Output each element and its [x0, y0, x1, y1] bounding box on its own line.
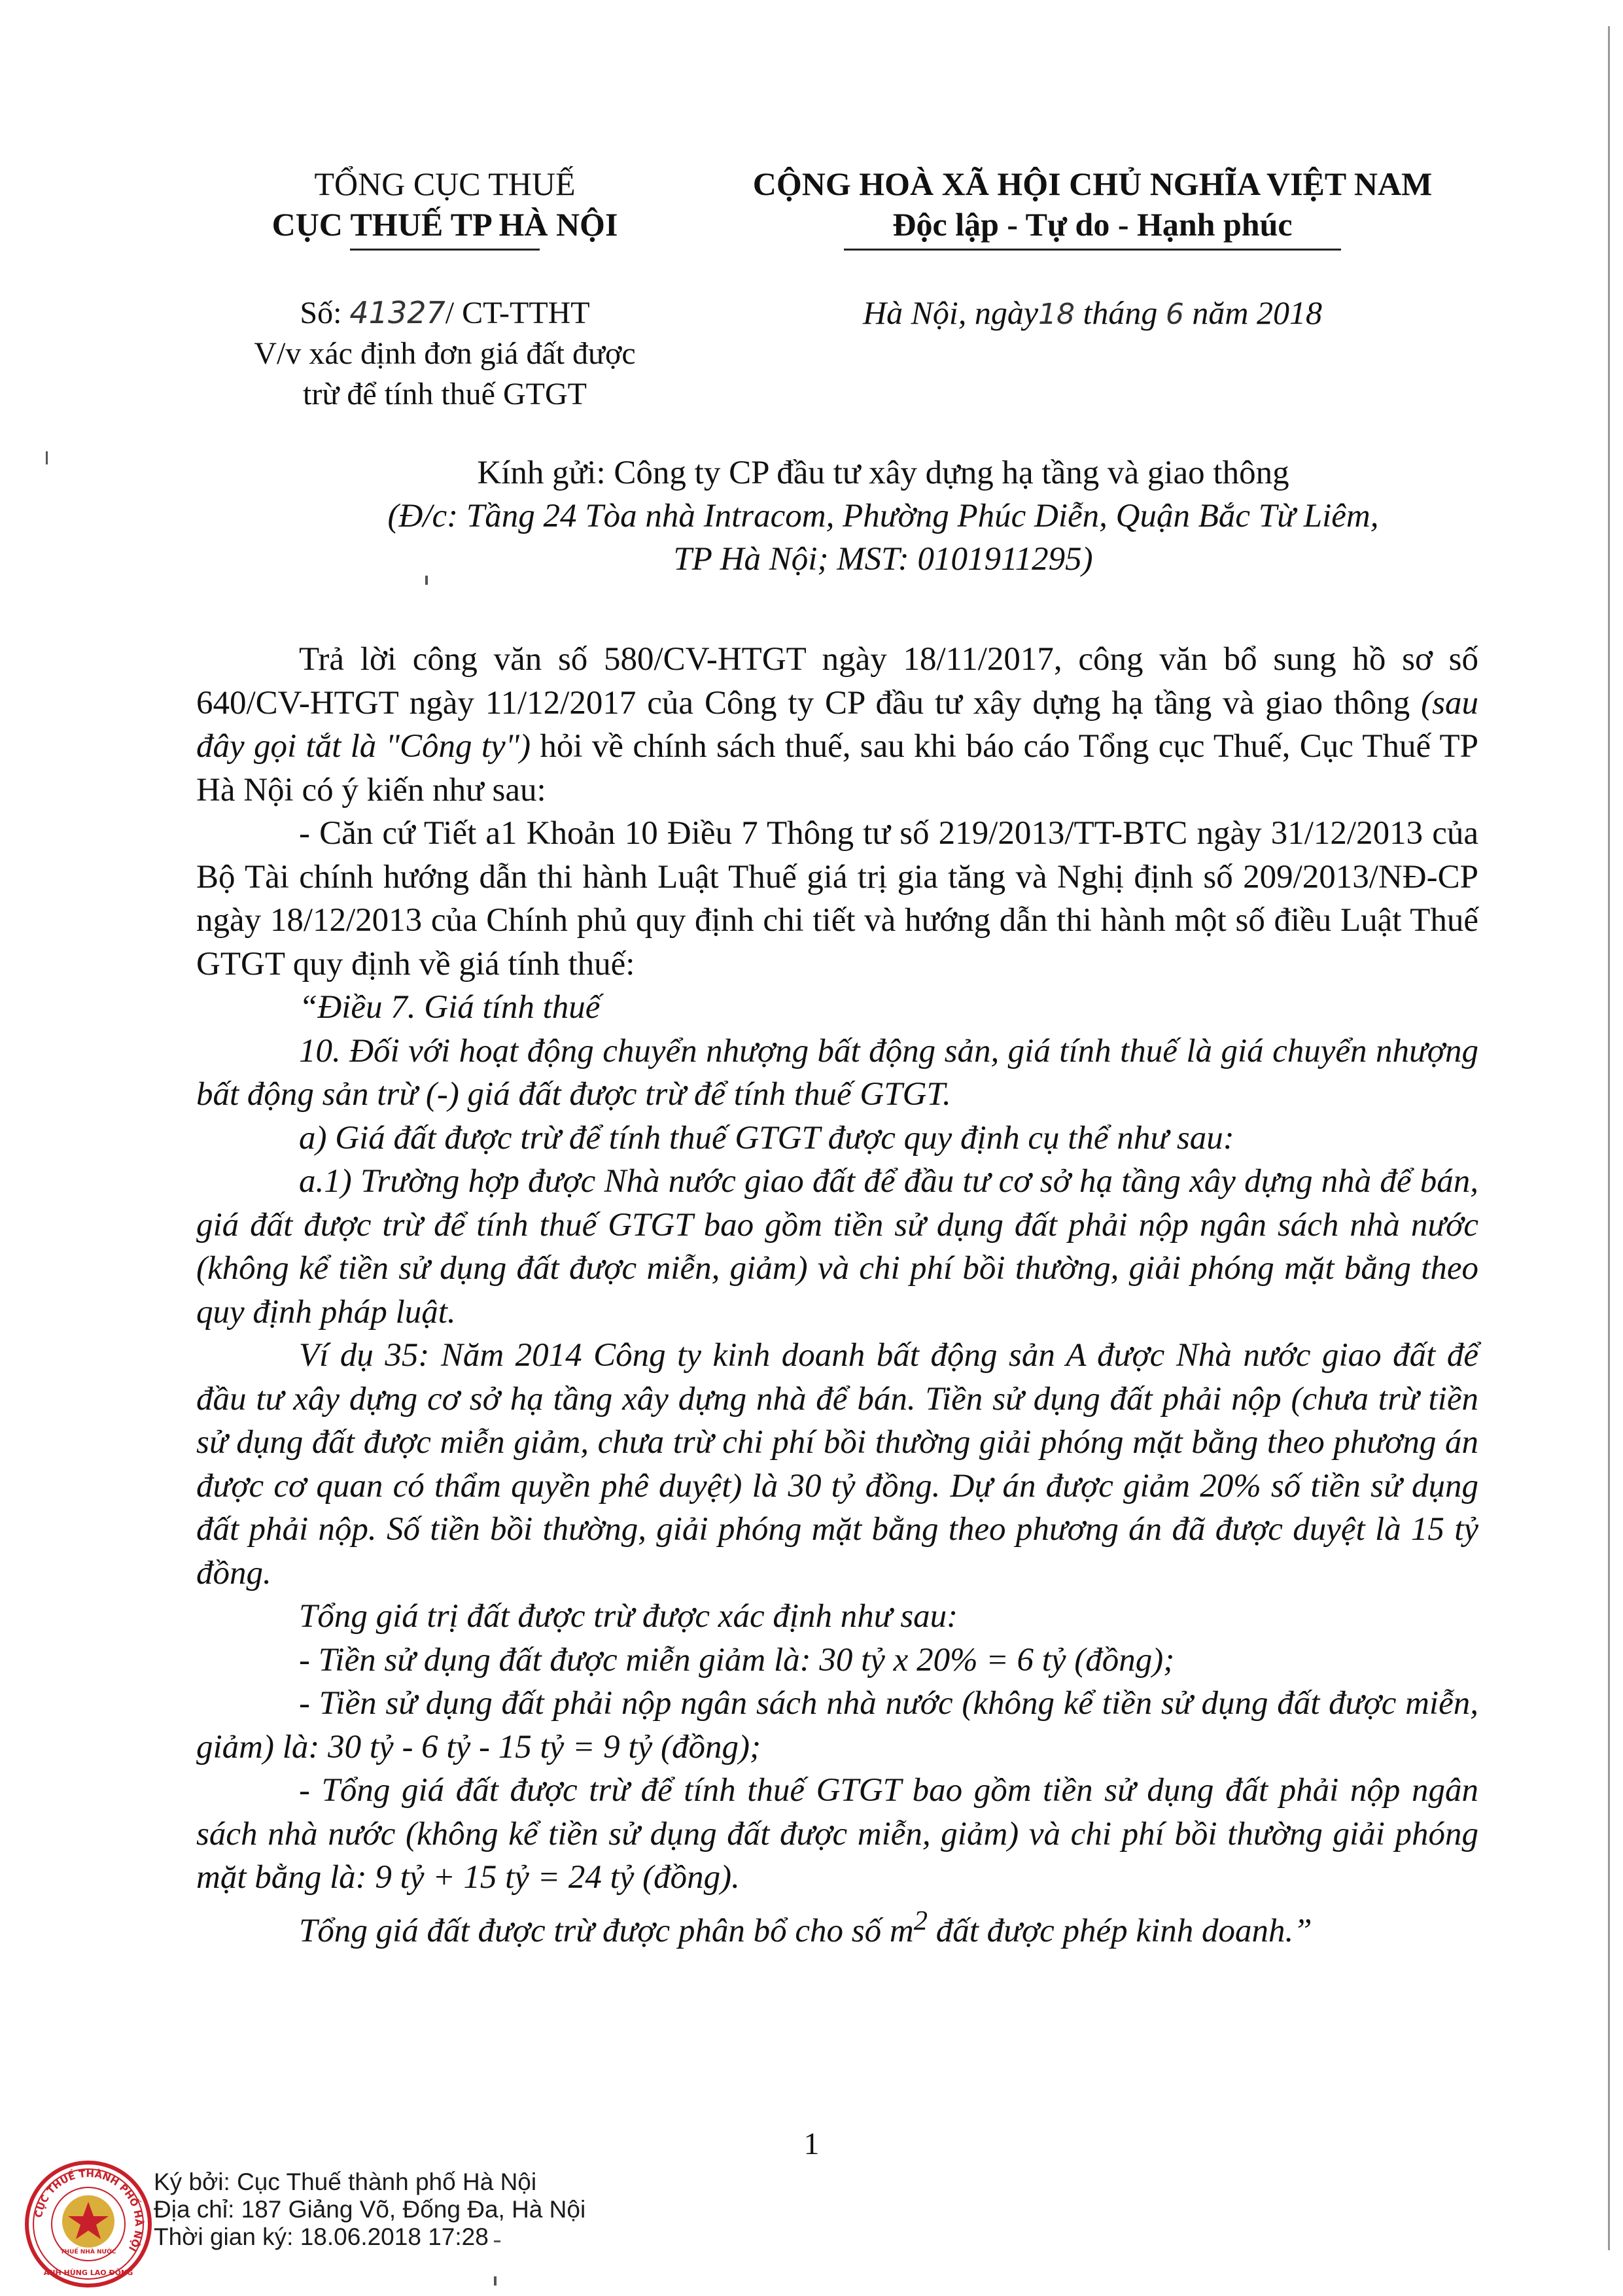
scan-speck	[425, 576, 428, 585]
recipient-line-1: Kính gửi: Công ty CP đầu tư xây dựng hạ tầng và giao thông	[477, 455, 1289, 491]
svg-text:ANH HÙNG LAO ĐỘNG: ANH HÙNG LAO ĐỘNG	[43, 2269, 133, 2277]
date-prefix: Hà Nội, ngày	[862, 294, 1039, 331]
subject-line-2: trừ để tính thuế GTGT	[303, 377, 587, 411]
allocation-text-a: Tổng giá đất được trừ được phân bổ cho số m	[299, 1912, 914, 1949]
reply-text-italic: (sau đây gọi tắt là "Công ty")	[196, 684, 1478, 765]
date-year: năm 2018	[1192, 294, 1323, 331]
reply-text-b: hỏi về chính sách thuế, sau khi báo cáo Tổng cục Thuế, Cục Thuế TP Hà Nội có ý kiến như sau:	[196, 728, 1479, 809]
number-suffix: / CT-TTHT	[445, 296, 590, 330]
scan-speck	[46, 451, 48, 464]
paragraph-reply	[196, 638, 1478, 812]
signing-time: Thời gian ký: 18.06.2018 17:28	[154, 2223, 489, 2250]
paragraph-exempt-amount: - Tiền sử dụng đất được miễn giảm là: 30 tỷ x 20% = 6 tỷ (đồng);	[299, 1641, 1175, 1679]
subject-line-1: V/v xác định đơn giá đất được	[254, 336, 636, 371]
paragraph-total-deductible: - Tổng giá đất được trừ để tính thuế GTGT bao gồm tiền sử dụng đất phải nộp ngân sách nhà nước (không kể tiền sử dụng đất được miễn, giảm) và chi phí bồi thường giải phóng mặt bằng là: 9 tỷ + 15 tỷ = 24 tỷ (đồng).	[196, 1772, 1478, 1896]
issue-date	[707, 293, 1478, 334]
document-number	[196, 293, 693, 333]
date-day: 18	[1038, 298, 1075, 331]
date-month: 6	[1165, 298, 1184, 331]
scan-speck	[494, 2240, 500, 2242]
reply-text-a: Trả lời công văn số 580/CV-HTGT ngày 18/11/2017, công văn bổ sung hồ sơ số 640/CV-HTGT ngày 11/12/2017 của Công ty CP đầu tư xây dựng hạ tầng và giao thông	[196, 641, 1478, 722]
national-header	[707, 164, 1478, 251]
subject-line	[196, 334, 693, 415]
issuing-agency: CỤC THUẾ TP HÀ NỘI	[271, 206, 618, 243]
paragraph-point-a: a) Giá đất được trừ để tính thuế GTGT được quy định cụ thể như sau:	[299, 1119, 1234, 1157]
number-label: Số:	[300, 296, 342, 330]
recipient-tax-code: TP Hà Nội; MST: 0101911295)	[673, 541, 1093, 578]
digital-signature	[154, 2168, 585, 2251]
paragraph-article-title: “Điều 7. Giá tính thuế	[299, 989, 601, 1026]
issuer-underline	[350, 249, 540, 251]
official-seal-icon	[23, 2159, 154, 2289]
paragraph-clause-10: 10. Đối với hoạt động chuyển nhượng bất động sản, giá tính thuế là giá chuyển nhượng bất động sản trừ (-) giá đất được trừ để tính thuế GTGT.	[196, 1032, 1478, 1113]
svg-text:THUẾ NHÀ NƯỚC: THUẾ NHÀ NƯỚC	[60, 2249, 116, 2255]
signer-address: Địa chỉ: 187 Giảng Võ, Đống Đa, Hà Nội	[154, 2196, 586, 2223]
paragraph-total-intro: Tổng giá trị đất được trừ được xác định như sau:	[299, 1598, 958, 1635]
page-number: 1	[803, 2127, 820, 2161]
handwritten-number: 41327	[349, 295, 445, 330]
scan-edge-line	[1608, 26, 1610, 2250]
allocation-superscript: 2	[913, 1905, 928, 1936]
motto-underline	[844, 249, 1341, 251]
signed-by: Ký bởi: Cục Thuế thành phố Hà Nội	[154, 2168, 537, 2195]
paragraph-example-35: Ví dụ 35: Năm 2014 Công ty kinh doanh bất động sản A được Nhà nước giao đất để đầu tư xây dựng cơ sở hạ tầng xây dựng nhà để bán. Tiền sử dụng đất phải nộp (chưa trừ tiền sử dụng đất được miễn giảm, chưa trừ chi phí bồi thường giải phóng mặt bằng theo phương án được cơ quan có thẩm quyền phê duyệt) là 30 tỷ đồng. Dự án được giảm 20% số tiền sử dụng đất phải nộp. Số tiền bồi thường, giải phóng mặt bằng theo phương án đã được duyệt là 15 tỷ đồng.	[196, 1337, 1478, 1592]
paragraph-point-a1: a.1) Trường hợp được Nhà nước giao đất để đầu tư cơ sở hạ tầng xây dựng nhà để bán, giá đất được trừ để tính thuế GTGT bao gồm tiền sử dụng đất phải nộp ngân sách nhà nước (không kể tiền sử dụng đất được miễn, giảm) và chi phí bồi thường, giải phóng mặt bằng theo quy định pháp luật.	[196, 1163, 1478, 1331]
parent-agency: TỔNG CỤC THUẾ	[314, 165, 576, 202]
national-motto: Độc lập - Tự do - Hạnh phúc	[892, 206, 1293, 243]
scan-speck	[494, 2276, 497, 2286]
svg-text:CỤC THUẾ THÀNH PHỐ HÀ NỘI: CỤC THUẾ THÀNH PHỐ HÀ NỘI	[32, 2167, 145, 2253]
paragraph-legal-basis: - Căn cứ Tiết a1 Khoản 10 Điều 7 Thông tư số 219/2013/TT-BTC ngày 31/12/2013 của Bộ Tài chính hướng dẫn thi hành Luật Thuế giá trị gia tăng và Nghị định số 209/2013/NĐ-CP ngày 18/12/2013 của Chính phủ quy định chi tiết và hướng dẫn thi hành một số điều Luật Thuế GTGT quy định về giá tính thuế:	[196, 815, 1478, 983]
paragraph-allocation	[196, 1900, 1478, 1953]
recipient-address: (Đ/c: Tầng 24 Tòa nhà Intracom, Phường Phúc Diễn, Quận Bắc Từ Liêm,	[387, 498, 1379, 534]
issuer-header	[196, 164, 693, 251]
date-month-label: tháng	[1083, 294, 1158, 331]
national-title: CỘNG HOÀ XÃ HỘI CHỦ NGHĨA VIỆT NAM	[752, 165, 1433, 202]
allocation-text-b: đất được phép kinh doanh.”	[927, 1912, 1312, 1949]
document-body	[196, 638, 1478, 1953]
recipient-block	[262, 451, 1505, 581]
paragraph-payable-amount: - Tiền sử dụng đất phải nộp ngân sách nhà nước (không kể tiền sử dụng đất được miễn, giảm) là: 30 tỷ - 6 tỷ - 15 tỷ = 9 tỷ (đồng);	[196, 1685, 1478, 1765]
